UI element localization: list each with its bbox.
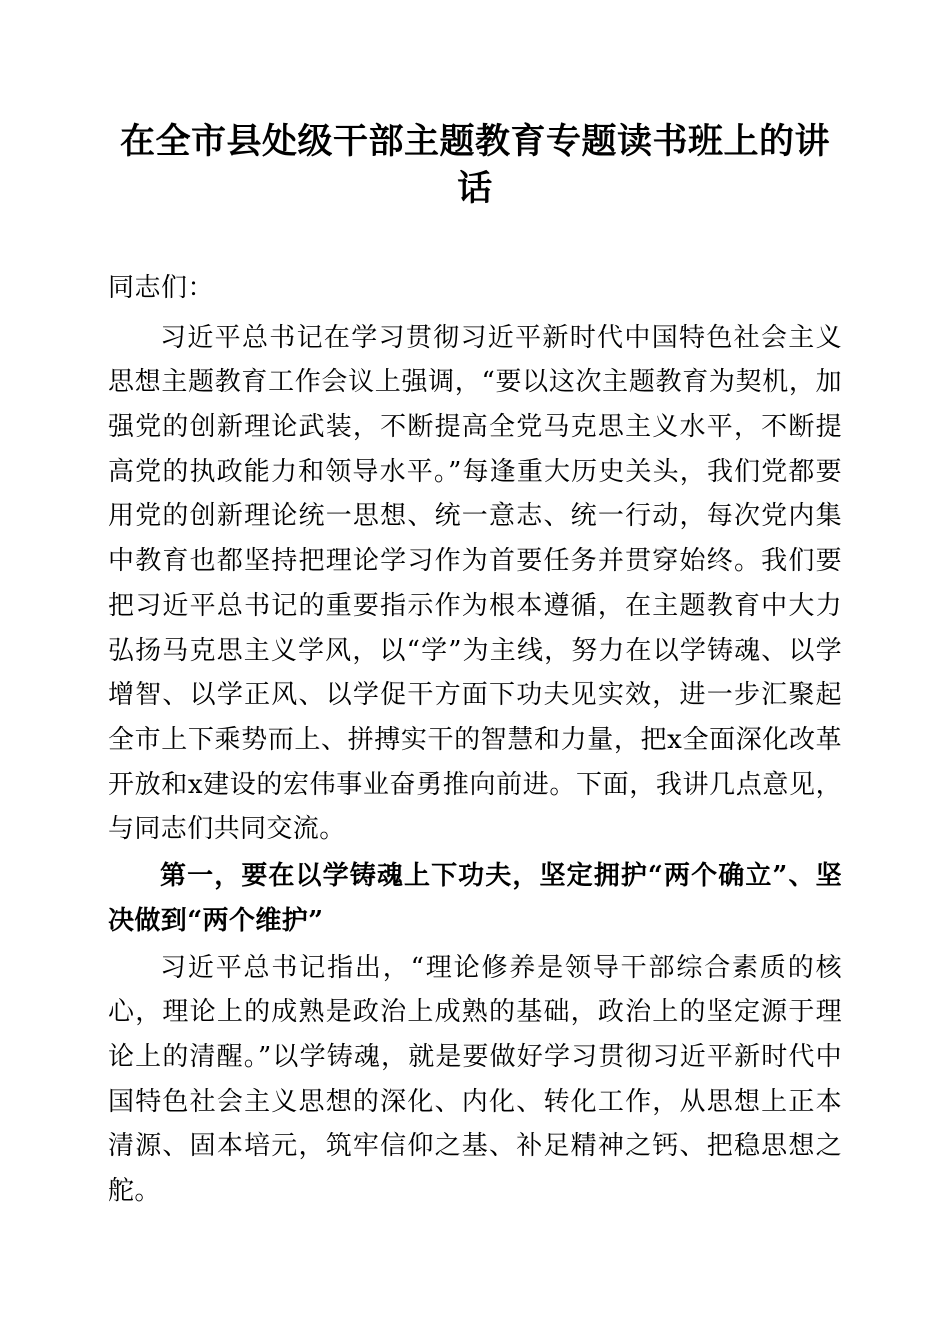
- paragraph-intro: 习近平总书记在学习贯彻习近平新时代中国特色社会主义思想主题教育工作会议上强调，“要以这次主题教育为契机，加强党的创新理论武装，不断提高全党马克思主义水平，不断提高党的执政能力和领导水平。”每逢重大历史关头，我们党都要用党的创新理论统一思想、统一意志、统一行动，每次党内集中教育也都坚持把理论学习作为首要任务并贯穿始终。我们要把习近平总书记的重要指示作为根本遵循，在主题教育中大力弘扬马克思主义学风，以“学”为主线，努力在以学铸魂、以学增智、以学正风、以学促干方面下功夫见实效，进一步汇聚起全市上下乘势而上、拼搏实干的智慧和力量，把x全面深化改革开放和x建设的宏伟事业奋勇推向前进。下面，我讲几点意见，与同志们共同交流。: [108, 322, 842, 845]
- salutation: 同志们：: [108, 272, 215, 303]
- paragraph-section-one-heading: 第一，要在以学铸魂上下功夫，坚定拥护“两个确立”、坚决做到“两个维护”: [108, 861, 842, 936]
- paragraph-section-one-body: 习近平总书记指出，“理论修养是领导干部综合素质的核心，理论上的成熟是政治上成熟的基础，政治上的坚定源于理论上的清醒。”以学铸魂，就是要做好学习贯彻习近平新时代中国特色社会主义思想的深化、内化、转化工作，从思想上正本清源、固本培元，筑牢信仰之基、补足精神之钙、把稳思想之舵。: [108, 952, 842, 1207]
- page-title: 在全市县处级干部主题教育专题读书班上的讲话: [119, 121, 830, 210]
